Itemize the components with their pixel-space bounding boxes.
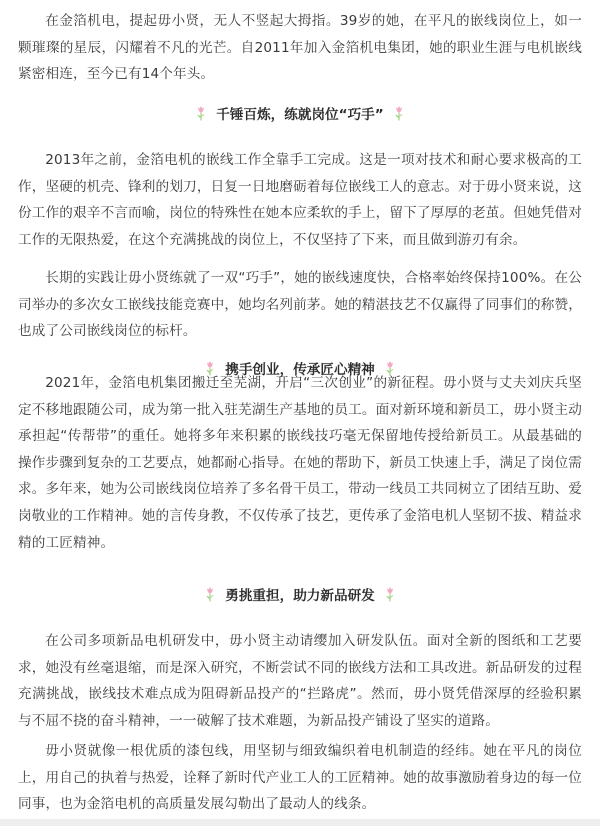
section-heading-3-text: 勇挑重担，助力新品研发 — [225, 588, 375, 604]
section-heading-2-text: 携手创业，传承匠心精神 — [225, 362, 375, 378]
paragraph-handwork: 2013年之前，金箔电机的嵌线工作全靠手工完成。这是一项对技术和耐心要求极高的工作，坚硬的机壳、锋利的划刀，日复一日地磨砺着每位嵌线工人的意志。对于毋小贤来说，这份工作的艰辛不言而喻，岗位的特殊性在她本应柔软的手上，留下了厚厚的老茧。但她凭借对工作的无限热爱，在这个充满挑战的岗位上，不仅坚持了下来，而且做到游刃有余。 — [18, 152, 582, 248]
paragraph-intro: 在金箔机电，提起毋小贤，无人不竖起大拇指。39岁的她，在平凡的嵌线岗位上，如一颗璀璨的星辰，闪耀着不凡的光芒。自2011年加入金箔机电集团，她的职业生涯与电机嵌线紧密相连，至今已有14个年头。 — [18, 13, 582, 83]
paragraph-conclusion: 毋小贤就像一根优质的漆包线，用坚韧与细致编织着电机制造的经纬。她在平凡的岗位上，用自己的执着与热爱，诠释了新时代产业工人的工匠精神。她的故事激励着身边的每一位同事，也为金箔电机的高质量发展勾勒出了最动人的线条。 — [18, 743, 582, 813]
section-heading-1-text: 千锤百炼，练就岗位“巧手” — [216, 107, 384, 123]
bottom-divider — [0, 819, 600, 826]
paragraph-mentoring: 2021年，金箔电机集团搬迁至芜湖，开启“三次创业”的新征程。毋小贤与丈夫刘庆兵坚定不移地跟随公司，成为第一批入驻芜湖生产基地的员工。面对新环境和新员工，毋小贤主动承担起“传帮带”的重任。她将多年来积累的嵌线技巧毫无保留地传授给新员工。从最基础的操作步骤到复杂的工艺要点，她都耐心指导。在她的帮助下，新员工快速上手，满足了岗位需求。多年来，她为公司嵌线岗位培养了多名骨干员工，带动一线员工共同树立了团结互助、爱岗敬业的工作精神。她的言传身教，不仅传承了技艺，更传承了金箔电机人坚韧不拔、精益求精的工匠精神。 — [18, 375, 582, 551]
tulip-icon — [196, 105, 206, 121]
tulip-icon — [205, 586, 215, 602]
section-heading-1 — [0, 101, 600, 125]
paragraph-new-product: 在公司多项新品电机研发中，毋小贤主动请缨加入研发队伍。面对全新的图纸和工艺要求，她没有丝毫退缩，而是深入研究，不断尝试不同的嵌线方法和工具改进。新品研发的过程充满挑战，嵌线技术难点成为阻碍新品投产的“拦路虎”。然而，毋小贤凭借深厚的经验积累与不屈不挠的奋斗精神，一一破解了技术难题，为新品投产铺设了坚实的道路。 — [18, 633, 582, 729]
tulip-icon — [394, 105, 404, 121]
paragraph-skilled-hands: 长期的实践让毋小贤练就了一双“巧手”，她的嵌线速度快，合格率始终保持100%。在公司举办的多次女工嵌线技能竞赛中，她均名列前茅。她的精湛技艺不仅赢得了同事们的称赞，也成了公司嵌线岗位的标杆。 — [18, 270, 582, 340]
tulip-icon — [385, 586, 395, 602]
section-heading-3 — [0, 582, 600, 606]
